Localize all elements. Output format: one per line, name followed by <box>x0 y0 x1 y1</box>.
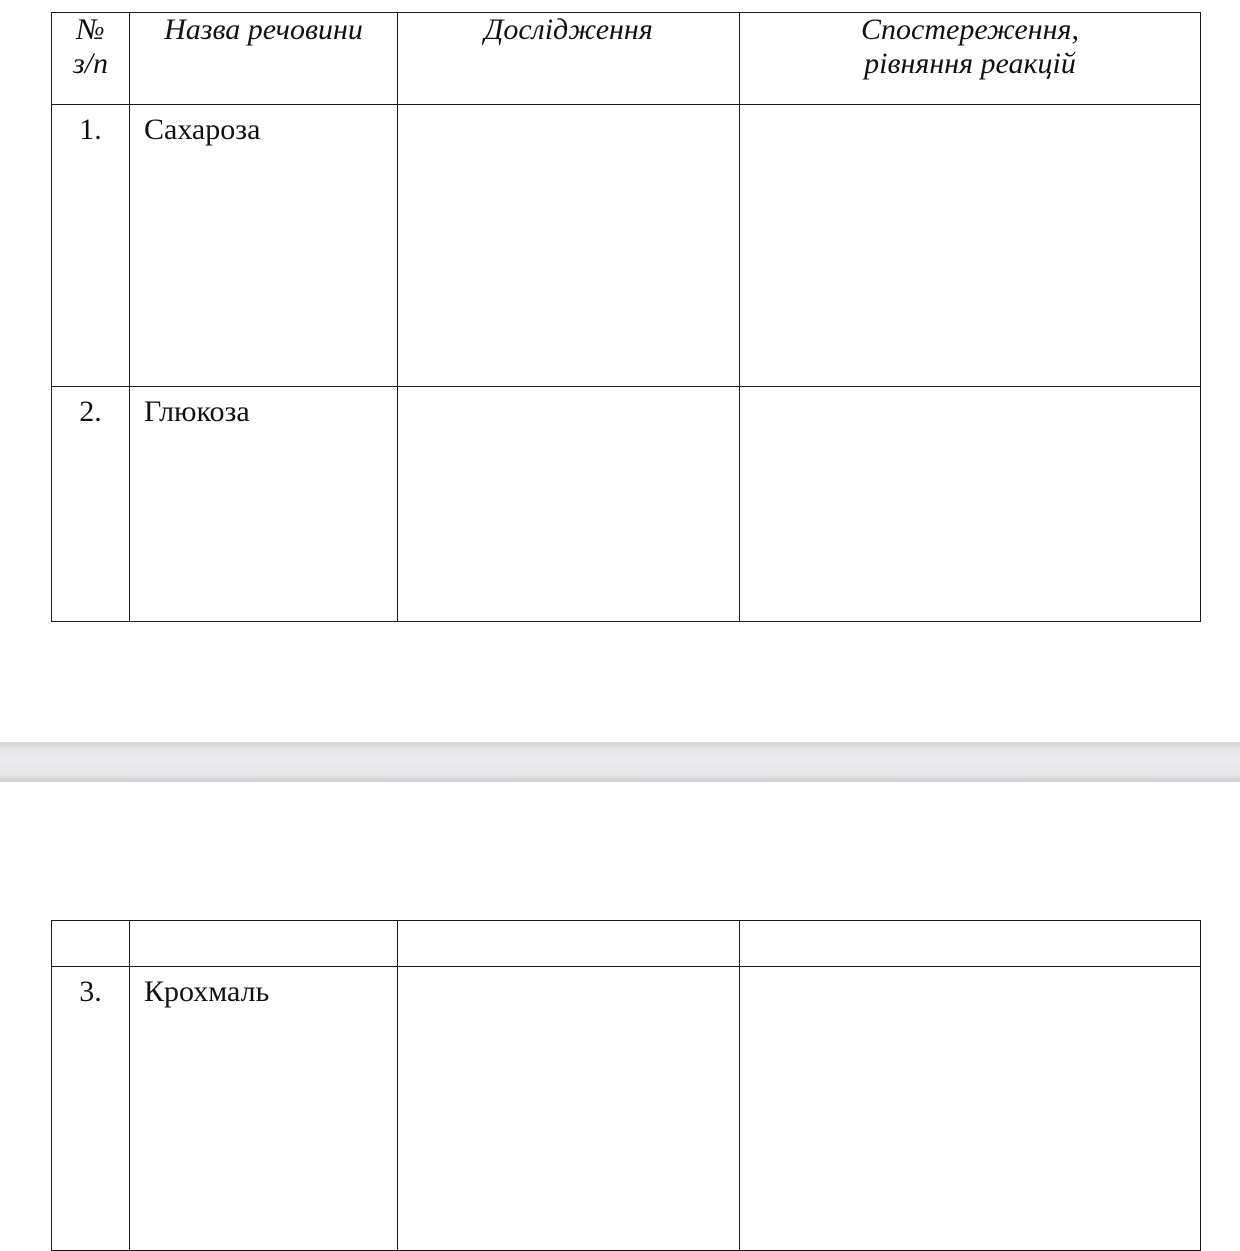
header-study: Дослідження <box>398 13 740 105</box>
table-repeat-header-row <box>52 921 1201 967</box>
table-header-row <box>52 13 1201 105</box>
study-cell <box>398 967 740 1251</box>
empty-cell <box>130 921 398 967</box>
worksheet-table-continued <box>51 920 1201 1251</box>
worksheet-table <box>51 12 1201 622</box>
header-number-line2: з/п <box>72 47 109 80</box>
table-row <box>52 387 1201 622</box>
observations-cell <box>740 105 1201 387</box>
header-name: Назва речовини <box>130 13 398 105</box>
empty-cell <box>398 921 740 967</box>
empty-cell <box>740 921 1201 967</box>
observations-cell <box>740 967 1201 1251</box>
header-observations-line1: Спостереження, <box>861 13 1079 46</box>
header-observations-line2: рівняння реакцій <box>864 47 1076 80</box>
row-number: 2. <box>52 387 130 622</box>
page-separator <box>0 742 1240 782</box>
study-cell <box>398 105 740 387</box>
header-number-line1: № <box>76 13 105 46</box>
row-number: 3. <box>52 967 130 1251</box>
substance-name: Крохмаль <box>130 967 398 1251</box>
clipped-heading <box>330 0 1230 8</box>
table-row <box>52 105 1201 387</box>
substance-name: Глюкоза <box>130 387 398 622</box>
substance-name: Сахароза <box>130 105 398 387</box>
header-observations <box>740 13 1201 105</box>
header-number <box>52 13 130 105</box>
empty-cell <box>52 921 130 967</box>
table-row <box>52 967 1201 1251</box>
study-cell <box>398 387 740 622</box>
observations-cell <box>740 387 1201 622</box>
row-number: 1. <box>52 105 130 387</box>
